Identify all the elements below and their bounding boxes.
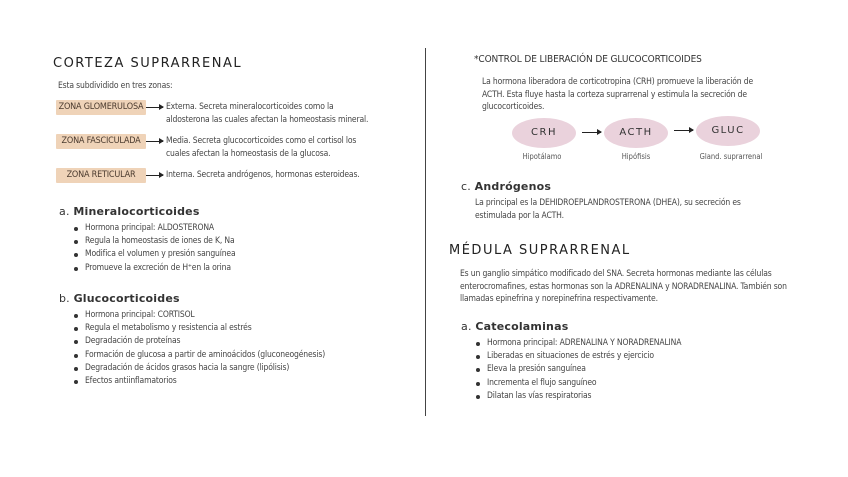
heading-prefix: a.	[461, 320, 476, 333]
heading-text: Andrógenos	[474, 180, 552, 193]
glucocorticoides-list	[74, 309, 394, 388]
list-item: Formación de glucosa a partir de aminoácidos (gluconeogénesis)	[74, 349, 394, 362]
list-item: Hormona principal: ALDOSTERONA	[74, 222, 374, 235]
acth-caption: Hipófisis	[621, 152, 651, 161]
list-item: Regula la homeostasis de iones de K, Na	[74, 235, 374, 248]
catecolaminas-heading	[461, 320, 568, 333]
list-item: Degradación de proteínas	[74, 335, 394, 348]
control-text: La hormona liberadora de corticotropina (CRH) promueve la liberación de ACTH. Esta fluye hasta la corteza suprarrenal y estimula la secreción de glucocorticoides.	[482, 77, 754, 112]
list-item: Degradación de ácidos grasos hacia la sangre (lipólisis)	[74, 362, 394, 375]
zone-fasciculada-label: ZONA FASCICULADA	[56, 134, 146, 149]
list-item: Promueve la excreción de H⁺en la orina	[74, 262, 374, 275]
androgens-text: La principal es la DEHIDROEPLANDROSTERONA (DHEA), su secreción es estimulada por la ACTH.	[475, 198, 741, 221]
gluc-caption: Gland. suprarrenal	[699, 152, 763, 161]
heading-text: Catecolaminas	[475, 320, 569, 333]
list-item: Eleva la presión sanguínea	[476, 363, 776, 376]
zone-fasciculada-desc: Media. Secreta glucocorticoides como el cortisol los cuales afectan la homeostasis de la glucosa.	[166, 136, 357, 159]
list-item: Liberadas en situaciones de estrés y ejercicio	[476, 350, 776, 363]
acth-node: ACTH	[604, 118, 668, 148]
arrow-icon	[146, 107, 163, 108]
list-item: Efectos antiinflamatorios	[74, 375, 394, 388]
arrow-icon	[146, 175, 163, 176]
arrow-icon	[146, 141, 163, 142]
androgens-heading	[461, 180, 551, 193]
crh-caption: Hipotálamo	[522, 152, 562, 161]
list-item: Hormona principal: ADRENALINA Y NORADRENALINA	[476, 337, 776, 350]
list-item: Regula el metabolismo y resistencia al estrés	[74, 322, 394, 335]
list-item: Hormona principal: CORTISOL	[74, 309, 394, 322]
cortex-intro: Esta subdividido en tres zonas:	[58, 81, 173, 91]
heading-text: Mineralocorticoides	[73, 205, 200, 218]
gluc-node: GLUC	[696, 116, 760, 146]
list-item: Modifica el volumen y presión sanguínea	[74, 248, 374, 261]
zone-reticular-desc: Interna. Secreta andrógenos, hormonas esteroideas.	[166, 170, 360, 180]
column-divider	[425, 48, 426, 416]
mineralocorticoides-list	[74, 222, 374, 275]
heading-prefix: a.	[59, 205, 74, 218]
medulla-title: MÉDULA SUPRARRENAL	[449, 243, 631, 258]
cortex-title: CORTEZA SUPRARRENAL	[53, 56, 243, 71]
catecolaminas-list	[476, 337, 776, 403]
arrow-icon	[582, 132, 601, 133]
medulla-text: Es un ganglio simpático modificado del SNA. Secreta hormonas mediante las células enterocromafines, estas hormonas son la ADRENALINA y NORADRENALINA. También son llamadas epinefrina y norepinefrina respectivamente.	[460, 269, 787, 304]
zone-glomerulosa-desc: Externa. Secreta mineralocorticoides como la aldosterona las cuales afectan la homeostasis mineral.	[166, 102, 369, 125]
list-item: Incrementa el flujo sanguíneo	[476, 377, 776, 390]
heading-prefix: c.	[461, 180, 475, 193]
zone-reticular-label: ZONA RETICULAR	[56, 168, 146, 183]
glucocorticoides-heading	[59, 292, 180, 305]
heading-text: Glucocorticoides	[73, 292, 180, 305]
heading-prefix: b.	[59, 292, 74, 305]
control-title: *CONTROL DE LIBERACIÓN DE GLUCOCORTICOIDES	[474, 54, 702, 65]
zone-glomerulosa-label: ZONA GLOMERULOSA	[56, 100, 146, 115]
list-item: Dilatan las vías respiratorias	[476, 390, 776, 403]
arrow-icon	[674, 130, 693, 131]
mineralocorticoides-heading	[59, 205, 200, 218]
crh-node: CRH	[512, 118, 576, 148]
